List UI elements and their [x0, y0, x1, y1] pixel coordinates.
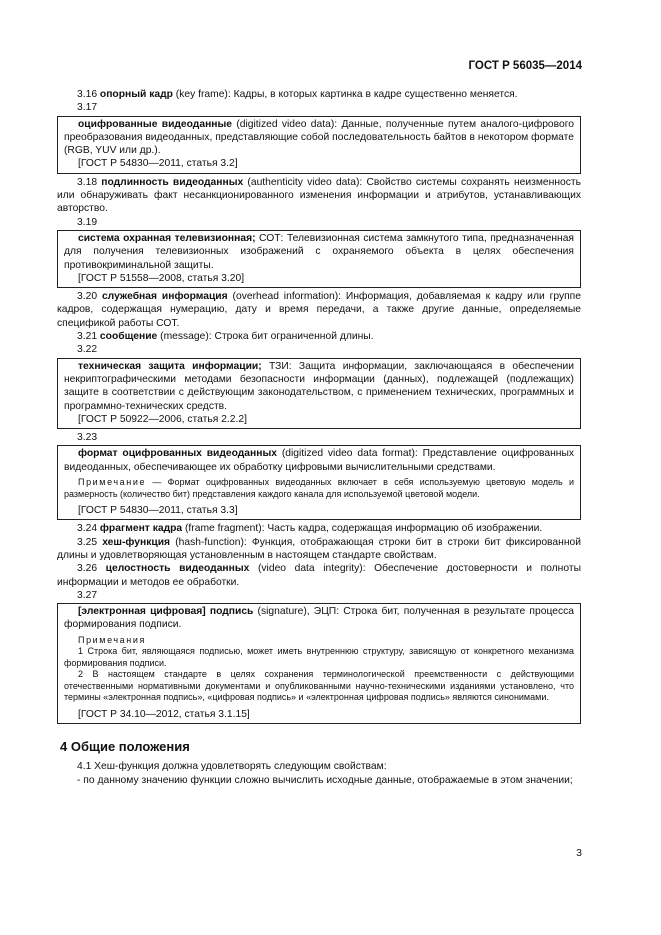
term-number: 3.16 — [77, 89, 98, 100]
term-definition: (message): Строка бит ограниченной длины. — [157, 331, 374, 343]
term-name: оцифрованные видеоданные — [78, 118, 233, 130]
term-definition: СОТ: Телевизионная система замкнутого типа, предназначенная для получения телевизионных изображений с охраняемого объекта в целях обеспечения противокриминальной защиты. — [64, 232, 574, 271]
term-3-27 — [64, 605, 574, 632]
term-name: система охранная телевизионная; — [78, 232, 256, 244]
term-name: служебная информация — [101, 291, 228, 303]
term-reference: [ГОСТ Р 34.10—2012, статья 3.1.15] — [78, 708, 250, 720]
term-3-17 — [64, 118, 574, 158]
term-3-24 — [57, 522, 581, 535]
term-reference: [ГОСТ Р 54830—2011, статья 3.2] — [78, 158, 238, 170]
term-number-3-22: 3.22 — [77, 344, 98, 356]
term-definition: (authenticity video data): Свойство системы сохранять неизменность или обнаруживать факт несанкционированного изменения информации и атрибутов, устанавливающих авторство. — [57, 176, 581, 215]
term-3-21 — [57, 330, 581, 343]
term-name: фрагмент кадра — [99, 523, 183, 535]
document-body — [57, 88, 581, 787]
term-number-3-19: 3.19 — [77, 216, 98, 228]
term-number-3-23: 3.23 — [77, 432, 98, 444]
section-paragraph-4-1: 4.1 Хеш-функция должна удовлетворять следующим свойствам: — [77, 761, 387, 773]
note-paragraph — [64, 477, 574, 500]
term-3-18 — [57, 176, 581, 216]
term-definition: ТЗИ: Защита информации, заключающаяся в обеспечении некриптографическими методами безопасности информации (данных), подлежащей (подлежащих) защите в соответствии с действующим законодательством, с применением технических, программных и программно-технических средств. — [64, 360, 574, 412]
term-3-26 — [57, 562, 581, 589]
term-number-3-27: 3.27 — [77, 589, 98, 601]
term-definition: (digitized video data): Данные, полученные путем аналого-цифрового преобразования видеоданных, представляющие собой последовательность байтов в некотором формате (RGB, YUV или др.). — [64, 118, 574, 157]
term-box-3-27 — [57, 603, 581, 724]
term-3-19 — [64, 232, 574, 272]
term-definition: (signature), ЭЦП: Строка бит, полученная в результате процесса формирования подписи. — [64, 606, 574, 631]
term-3-23 — [64, 447, 574, 474]
page-number: 3 — [576, 847, 582, 859]
term-number-3-17: 3.17 — [77, 102, 98, 114]
note-2: 2 В настоящем стандарте в целях сохранения терминологической преемственности с действующими отечественными нормативными документами и опубликованными научно-техническими изданиями установлено, что термины «электронная подпись», «цифровая подпись» и «электронная цифровая подпись» являются синонимами. — [64, 669, 574, 703]
term-3-16 — [57, 88, 581, 101]
term-definition: (digitized video data format): Представление оцифрованных видеоданных, обеспечивающее их обработку цифровыми вычислительными средствами. — [64, 448, 574, 473]
notes-label: Примечания — [78, 634, 146, 645]
note-text: — Формат оцифрованных видеоданных включает в себя используемую цветовую модель и размерность (количество бит) представления каждого канала для используемой цветовой модели. — [64, 477, 574, 499]
term-definition: (overhead information): Информация, добавляемая к кадру или группе кадров, содержащая нумерацию, дату и время передачи, а также другие данные, определяемые спецификой работы СОТ. — [57, 291, 581, 329]
term-name: техническая защита информации; — [78, 360, 262, 372]
term-box-3-19 — [57, 230, 581, 288]
term-box-3-23 — [57, 445, 581, 520]
term-box-3-22 — [57, 358, 581, 429]
section-title: 4 Общие положения — [60, 738, 190, 754]
term-definition: (video data integrity): Обеспечение достоверности и полноты информации и методов ее обработки. — [57, 563, 581, 588]
term-name: [электронная цифровая] подпись — [78, 606, 254, 618]
term-name: формат оцифрованных видеоданных — [78, 448, 277, 460]
term-name: хеш-функция — [102, 536, 171, 548]
standard-code: ГОСТ Р 56035—2014 — [468, 60, 582, 72]
term-number: 3.26 — [77, 563, 98, 575]
term-number: 3.20 — [77, 291, 98, 303]
term-notes — [64, 635, 574, 704]
term-number: 3.18 — [77, 176, 98, 188]
note-1: 1 Строка бит, являющаяся подписью, может иметь внутреннюю структуру, зависящую от конкретного механизма формирования подписи. — [64, 646, 574, 668]
term-name: опорный кадр — [99, 89, 173, 100]
term-name: целостность видеоданных — [105, 563, 250, 575]
term-number: 3.24 — [77, 523, 98, 535]
term-name: подлинность видеоданных — [101, 176, 244, 188]
term-3-20 — [57, 290, 581, 330]
term-definition: (hash-function): Функция, отображающая строки бит в строки бит фиксированной длины и удовлетворяющая установленным в настоящем стандарте свойствам. — [57, 536, 581, 561]
term-number: 3.25 — [77, 536, 98, 548]
note-label: Примечание — [78, 477, 147, 488]
term-name: сообщение — [99, 331, 158, 343]
term-reference: [ГОСТ Р 51558—2008, статья 3.20] — [78, 272, 245, 284]
term-reference: [ГОСТ Р 54830—2011, статья 3.3] — [78, 505, 238, 517]
term-3-25 — [57, 536, 581, 563]
term-box-3-17 — [57, 116, 581, 174]
term-3-22 — [64, 360, 574, 413]
term-note — [64, 477, 574, 500]
term-reference: [ГОСТ Р 50922—2006, статья 2.2.2] — [78, 413, 247, 425]
section-list-item: - по данному значению функции сложно вычислить исходные данные, отображаемые в этом значении; — [77, 774, 573, 786]
term-definition: (key frame): Кадры, в которых картинка в кадре существенно меняется. — [172, 89, 518, 100]
term-number: 3.21 — [77, 331, 98, 343]
term-definition: (frame fragment): Часть кадра, содержащая информацию об изображении. — [182, 523, 543, 535]
